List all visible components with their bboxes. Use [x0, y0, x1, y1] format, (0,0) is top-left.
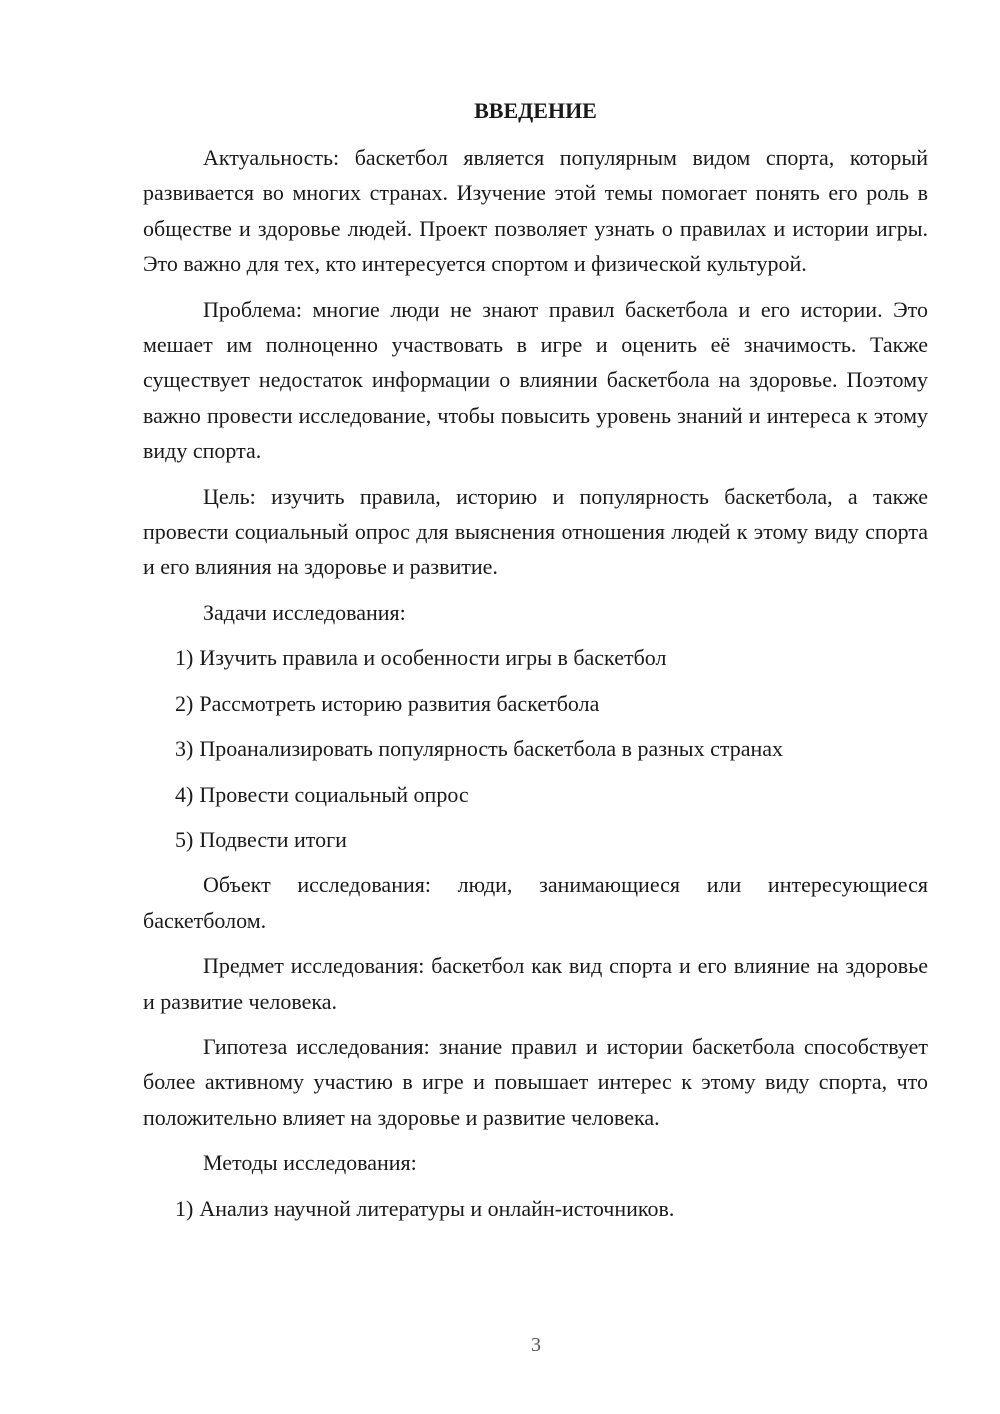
paragraph-problem: Проблема: многие люди не знают правил баскетбола и его истории. Это мешает им полноценно участвовать в игре и оценить её значимость. Также существует недостаток информации о влиянии баскетбола на здоровье. Поэтому важно провести исследование, чтобы повысить уровень знаний и интереса к этому виду спорта.	[143, 296, 928, 464]
list-item-text: Анализ научной литературы и онлайн-источников.	[199, 1195, 675, 1221]
paragraph-relevance: Актуальность: баскетбол является популярным видом спорта, который развивается во многих странах. Изучение этой темы помогает понять его роль в обществе и здоровье людей. Проект позволяет узнать о правилах и истории игры. Это важно для тех, кто интересуется спортом и физической культурой.	[143, 145, 928, 277]
list-item	[143, 1191, 928, 1226]
list-item-text: Подвести итоги	[199, 826, 347, 852]
list-item-text: Рассмотреть историю развития баскетбола	[199, 690, 600, 716]
list-item	[143, 686, 928, 721]
list-item-number: 5)	[175, 826, 194, 852]
document-page	[143, 96, 928, 1236]
list-item-text: Изучить правила и особенности игры в баскетбол	[199, 645, 667, 671]
page-number: 3	[531, 1334, 541, 1356]
section-title: ВВЕДЕНИЕ	[474, 98, 597, 123]
list-item	[143, 640, 928, 675]
tasks-heading: Задачи исследования:	[203, 599, 406, 625]
list-item-number: 3)	[175, 736, 194, 762]
list-item-number: 1)	[175, 645, 194, 671]
list-item-number: 4)	[175, 781, 194, 807]
list-item-number: 1)	[175, 1195, 194, 1221]
methods-heading: Методы исследования:	[203, 1150, 417, 1176]
list-item	[143, 731, 928, 766]
list-item-text: Провести социальный опрос	[199, 781, 469, 807]
list-item-text: Проанализировать популярность баскетбола в разных странах	[199, 736, 784, 762]
paragraph-subject: Предмет исследования: баскетбол как вид спорта и его влияние на здоровье и развитие человека.	[143, 953, 928, 1014]
paragraph-goal: Цель: изучить правила, историю и популярность баскетбола, а также провести социальный опрос для выяснения отношения людей к этому виду спорта и его влияния на здоровье и развитие.	[143, 483, 928, 580]
methods-list	[143, 1191, 928, 1226]
list-item	[143, 777, 928, 812]
tasks-list	[143, 640, 928, 857]
paragraph-hypothesis: Гипотеза исследования: знание правил и истории баскетбола способствует более активному участию в игре и повышает интерес к этому виду спорта, что положительно влияет на здоровье и развитие человека.	[143, 1033, 928, 1130]
list-item	[143, 822, 928, 857]
paragraph-object: Объект исследования: люди, занимающиеся или интересующиеся баскетболом.	[143, 872, 928, 933]
list-item-number: 2)	[175, 690, 194, 716]
